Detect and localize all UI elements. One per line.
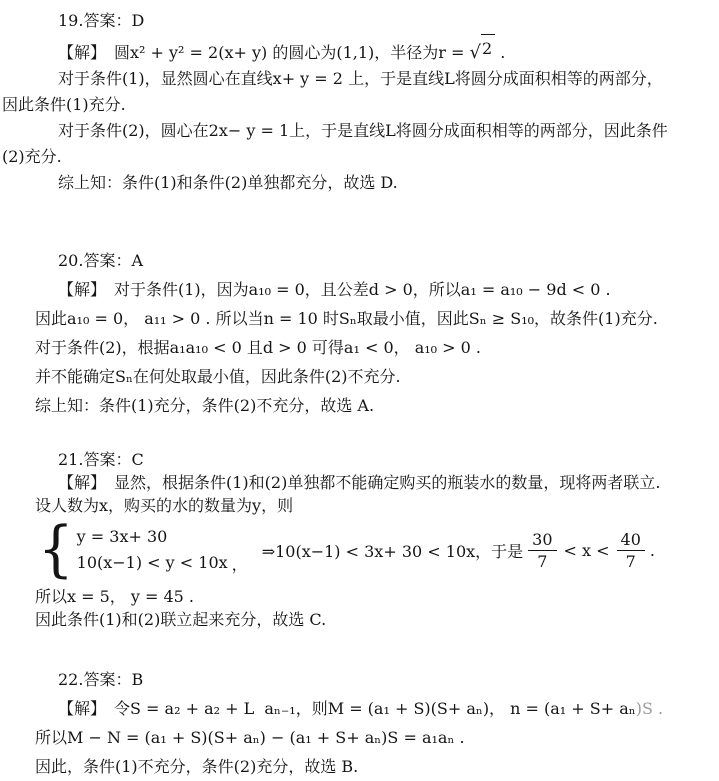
solution-text-22: 【解】 令S = a₂ + a₂ + L aₙ₋₁，则M = (a₁ + S)(S+ aₙ)， n = (a₁ + S+ aₙ [58, 699, 636, 718]
radicand: 2 [481, 34, 495, 62]
body-line: 对于条件(2)，根据a₁a₁₀ < 0 且d > 0 可得a₁ < 0， a₁₀ > 0 . [35, 338, 482, 357]
fraction-denominator: 7 [625, 551, 636, 571]
body-line: 所以M − N = (a₁ + S)(S+ aₙ) − (a₁ + S+ aₙ)S = a₁aₙ . [35, 728, 465, 747]
solution-text-19: 【解】 圆x² + y² = 2(x+ y) 的圆心为(1,1)，半径为r = [58, 43, 470, 62]
radical-sign: √ [469, 42, 481, 63]
solution-line-21: 【解】 显然，根据条件(1)和(2)单独都不能确定购买的瓶装水的数量，现将两者联立. [58, 473, 661, 492]
left-brace: { [38, 514, 74, 585]
system-comma: ， [231, 555, 248, 574]
solution-text-end-19: . [495, 43, 506, 62]
solution-line-20: 【解】 对于条件(1)，因为a₁₀ = 0，且公差d > 0，所以a₁ = a₁₀ − 9d < 0 . [58, 280, 611, 299]
system-period: . [649, 540, 655, 560]
square-root [470, 34, 496, 62]
fraction-30-7 [528, 530, 556, 571]
body-line: 对于条件(2)，圆心在2x− y = 1上，于是直线L将圆分成面积相等的两部分，因此条件 [58, 121, 668, 140]
equation-2: 10(x−1) < y < 10x [76, 553, 228, 572]
fraction-40-7 [617, 530, 645, 571]
conclusion-line-19: 综上知：条件(1)和条件(2)单独都充分，故选 D. [58, 173, 398, 192]
answer-line-19: 19.答案：D [58, 11, 145, 30]
body-line: (2)充分. [2, 147, 62, 166]
faded-text: )S . [635, 699, 664, 718]
body-line: 因此条件(1)充分. [2, 95, 126, 114]
inequality-middle: < x < [563, 540, 610, 560]
fraction-numerator: 40 [617, 530, 645, 551]
conclusion-line-22: 因此，条件(1)不充分，条件(2)充分，故选 B. [35, 757, 359, 776]
implies-expression: ⇒10(x−1) < 3x+ 30 < 10x，于是 [261, 541, 524, 561]
equation-system-row [38, 514, 719, 585]
problem-19 [0, 8, 719, 196]
conclusion-line-20: 综上知：条件(1)充分，条件(2)不充分，故选 A. [35, 396, 375, 415]
body-line: 所以x = 5， y = 45 . [35, 587, 195, 606]
conclusion-line-21: 因此条件(1)和(2)联立起来充分，故选 C. [35, 610, 327, 629]
answer-line-22: 22.答案：B [58, 670, 144, 689]
solution-line-22 [58, 694, 719, 723]
fraction-numerator: 30 [528, 530, 556, 551]
problem-21 [0, 448, 719, 631]
equation-stack [77, 524, 228, 576]
problem-22 [0, 665, 719, 781]
answer-line-21: 21.答案：C [58, 450, 144, 469]
answer-line-20: 20.答案：A [58, 251, 144, 270]
equation-1: y = 3x+ 30 [76, 527, 168, 546]
problem-20 [0, 246, 719, 420]
body-line: 并不能确定Sₙ在何处取最小值，因此条件(2)不充分. [35, 367, 401, 386]
solution-line-19 [58, 34, 719, 66]
fraction-denominator: 7 [537, 551, 548, 571]
body-line: 因此a₁₀ = 0， a₁₁ > 0 . 所以当n = 10 时Sₙ取最小值，因此Sₙ ≥ S₁₀，故条件(1)充分. [35, 309, 658, 328]
body-line: 设人数为x，购买的水的数量为y，则 [35, 496, 294, 515]
body-line: 对于条件(1)，显然圆心在直线x+ y = 2 上，于是直线L将圆分成面积相等的两部分， [58, 69, 663, 88]
